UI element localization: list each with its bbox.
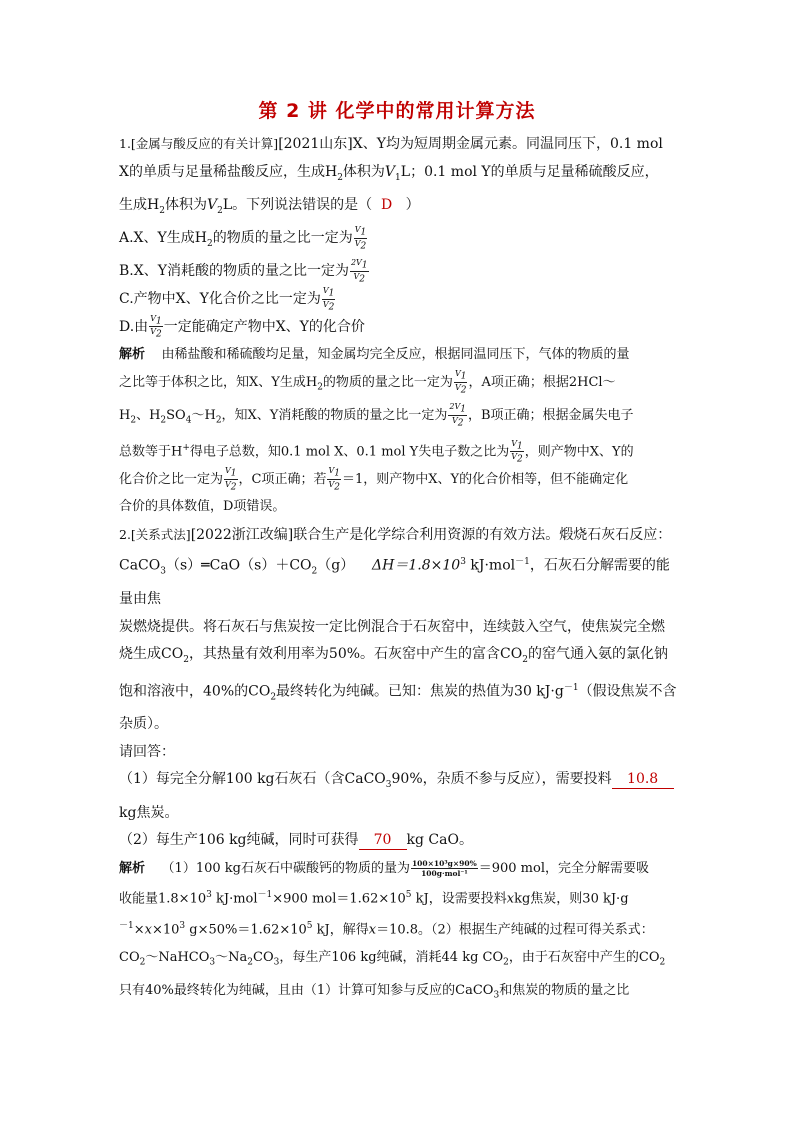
q2-sub-1-cont xyxy=(119,800,679,828)
v: V xyxy=(511,452,518,462)
sub: 2 xyxy=(139,957,146,968)
var-v: V xyxy=(206,196,218,213)
sub: 2 xyxy=(317,382,323,393)
fraction-v1-v2 xyxy=(354,225,368,251)
text: CO xyxy=(119,949,140,965)
sub: 2 xyxy=(503,957,509,968)
text: kJ，设需要投料 xyxy=(411,891,507,907)
text: 炭燃烧提供。将石灰石与焦炭按一定比例混合于石灰窑中，连续鼓入空气，使焦炭完全燃 xyxy=(119,618,665,635)
text: ＝1，则产物中X、Y的化合价相等，但不能确定化 xyxy=(342,471,629,487)
text: ，A项正确；根据2HCl～ xyxy=(468,374,616,390)
q2-sub-1 xyxy=(119,766,679,799)
fraction-v1-v2 xyxy=(149,314,163,340)
sub: 3 xyxy=(160,566,166,577)
text: 生成H xyxy=(119,196,160,213)
option-d xyxy=(119,314,679,342)
reaction-arrow: ═ xyxy=(201,557,210,574)
sub: 2 xyxy=(517,454,523,465)
q1-text: X、Y均为短周期金属元素。同温同压下，0.1 mol xyxy=(352,136,663,152)
sup: －1 xyxy=(119,921,134,932)
q1-tag: 1.[金属与酸反应的有关计算] xyxy=(119,136,279,151)
sub: 2 xyxy=(328,302,335,313)
explanation-label: 解析 xyxy=(119,860,146,876)
text: 联合生产是化学综合利用资源的有效方法。煅烧石灰石反应： xyxy=(293,526,672,543)
var-v: V xyxy=(384,163,396,180)
sub: 1 xyxy=(460,371,467,382)
text: 之比等于体积之比，知X、Y生成H xyxy=(119,374,318,390)
v: V xyxy=(454,369,461,379)
q2-line-6 xyxy=(119,711,679,739)
fraction-v1-v2 xyxy=(224,466,238,492)
text: ×10 xyxy=(151,922,180,938)
sub: 2 xyxy=(206,238,213,249)
sub: 2 xyxy=(159,205,165,216)
sup: －1 xyxy=(515,557,530,568)
text: （假设焦炭不含 xyxy=(578,683,677,700)
text: 饱和溶液中，40%的CO xyxy=(119,683,271,700)
text: 由稀盐酸和稀硫酸均足量，知金属均完全反应，根据同温同压下，气体的物质的量 xyxy=(161,347,630,363)
text: SO xyxy=(166,407,186,423)
q2-ask xyxy=(119,739,679,767)
text: kJ，解得 xyxy=(312,922,369,938)
text: ＝10.8。（2）根据生产纯碱的过程可得关系式： xyxy=(376,922,654,938)
text: A.X、Y生成H xyxy=(119,230,207,247)
fraction-denominator: 100g·mol⁻¹ xyxy=(421,868,468,878)
option-a xyxy=(119,225,679,258)
fraction-v1-v2 xyxy=(322,286,336,312)
sup: 3 xyxy=(179,921,186,932)
option-b xyxy=(119,258,679,286)
q1-explanation xyxy=(119,341,679,521)
q2-line-3 xyxy=(119,614,679,642)
sub: 1 xyxy=(328,288,335,299)
sub: 3 xyxy=(273,957,280,968)
v: V xyxy=(328,466,335,476)
text: ΔH＝1.8×10 xyxy=(372,557,461,574)
text: 、H xyxy=(136,407,161,423)
text: （s） xyxy=(165,557,202,574)
text: ，每生产106 kg纯碱，消耗44 kg CO xyxy=(279,949,504,965)
sub: 2 xyxy=(183,655,189,666)
sub: 2 xyxy=(359,274,366,285)
sub: 2 xyxy=(215,415,222,426)
fraction-v1-v2 xyxy=(454,369,468,395)
v: V xyxy=(322,299,329,309)
v: V xyxy=(511,438,518,448)
text: ，C项正确；若 xyxy=(238,471,327,487)
sup: 5 xyxy=(405,890,412,901)
v: V xyxy=(353,272,360,282)
answer-blank-1[interactable]: 10.8 xyxy=(612,770,674,789)
sub: 2 xyxy=(155,329,162,340)
sub: 1 xyxy=(155,316,162,327)
sub: 2 xyxy=(217,205,223,216)
sub: 2 xyxy=(160,415,167,426)
explanation-label: 解析 xyxy=(119,347,146,363)
sub: 1 xyxy=(361,261,368,272)
sub: 1 xyxy=(334,468,340,479)
sup: + xyxy=(182,442,190,453)
text: 最终转化为纯碱。已知：焦炭的热值为30 kJ·g xyxy=(276,683,564,700)
option-c xyxy=(119,286,679,314)
v: V xyxy=(225,466,231,476)
q2-line-4 xyxy=(119,641,679,674)
text: 一定能确定产物中X、Y的化合价 xyxy=(163,318,365,335)
text: 合价的具体数值，D项错误。 xyxy=(119,499,286,515)
text: ～H xyxy=(191,407,216,423)
fraction-numerator: 100×10³g×90% xyxy=(411,858,477,868)
sub: 1 xyxy=(517,441,523,452)
q1-line-1 xyxy=(119,130,679,159)
sub: 2 xyxy=(334,482,340,493)
fraction-v1-v2 xyxy=(327,466,341,492)
text: ，由于石灰窑中产生的CO xyxy=(508,949,660,965)
text: 90%，杂质不参与反应），需要投料 xyxy=(391,771,612,788)
sub: 2 xyxy=(230,482,237,493)
text: kJ·mol xyxy=(465,557,516,574)
sub: 1 xyxy=(395,172,401,183)
v: V xyxy=(225,479,231,489)
text: C.产物中X、Y化合价之比一定为 xyxy=(119,291,321,308)
sub: 1 xyxy=(230,468,237,479)
sup: 3 xyxy=(206,890,212,901)
text: ，则产物中X、Y的 xyxy=(524,444,634,460)
var-x: x xyxy=(144,922,152,938)
var-x: x xyxy=(506,891,515,907)
text: （g） xyxy=(317,557,355,574)
q2-tag: 2.[关系式法] xyxy=(119,526,191,542)
sub: 3 xyxy=(209,957,216,968)
text: 得电子总数，知0.1 mol X、0.1 mol Y失电子数之比为 xyxy=(189,444,510,460)
fraction-2v1-v2 xyxy=(448,402,467,428)
text: g×50%＝1.62×10 xyxy=(185,922,307,938)
sup: 3 xyxy=(460,557,466,568)
sub: 1 xyxy=(360,227,367,238)
text: 总数等于H xyxy=(119,444,183,460)
text: X的单质与足量稀盐酸反应，生成H xyxy=(119,163,338,180)
sub: 2 xyxy=(460,385,467,396)
text: B.X、Y消耗酸的物质的量之比一定为 xyxy=(119,263,349,280)
sub: 3 xyxy=(493,990,500,1001)
v: 2V xyxy=(449,402,461,412)
sup: －1 xyxy=(257,890,273,901)
text: （2）每生产106 kg纯碱，同时可获得 xyxy=(119,832,359,849)
text: 请回答： xyxy=(119,743,175,760)
q2-source: [2022浙江改编] xyxy=(190,526,294,543)
text: D.由 xyxy=(119,318,149,335)
sub: 2 xyxy=(311,566,318,577)
text: H xyxy=(119,407,131,423)
q2-line-2 xyxy=(119,549,679,613)
q2-sub-2 xyxy=(119,827,679,855)
text: ×900 mol＝1.62×10 xyxy=(272,891,406,907)
v: V xyxy=(150,327,156,337)
text: L；0.1 mol Y的单质与足量稀硫酸反应， xyxy=(400,163,659,180)
answer-blank-2[interactable]: 70 xyxy=(359,831,407,850)
text: 杂质）。 xyxy=(119,716,168,733)
text: ～Na xyxy=(215,949,248,965)
fraction-2v1-v2 xyxy=(350,258,369,284)
q1-source: [2021山东] xyxy=(278,136,353,152)
text: 只有40%最终转化为纯碱，且由（1）计算可知参与反应的CaCO xyxy=(119,983,494,999)
document-body xyxy=(119,130,679,1010)
sub: 4 xyxy=(185,415,192,426)
page-title: 第 2 讲 化学中的常用计算方法 xyxy=(258,100,536,122)
text: kg焦炭，则30 kJ·g xyxy=(514,891,629,907)
sup: －1 xyxy=(563,682,579,693)
text: 的窑气通入氨的氯化钠 xyxy=(527,646,668,663)
v: V xyxy=(328,479,335,489)
q2-explanation xyxy=(119,855,679,1010)
text: kJ·mol xyxy=(211,891,258,907)
text: CO xyxy=(253,949,274,965)
fraction-caco3-moles xyxy=(411,859,478,878)
sub: 2 xyxy=(270,691,277,702)
sub: 2 xyxy=(360,241,367,252)
text: ＝900 mol，完全分解需要吸 xyxy=(478,860,649,876)
text: 的物质的量之比一定为 xyxy=(322,374,453,390)
text: 化合价之比一定为 xyxy=(119,471,224,487)
text: ，其热量有效利用率为50%。石灰窑中产生的富含CO xyxy=(188,646,523,663)
fraction-v1-v2 xyxy=(510,439,524,465)
q2-line-1 xyxy=(119,521,679,550)
v: V xyxy=(354,225,361,235)
text: ，石灰石分解需要的能量由焦 xyxy=(119,557,670,608)
sub: 2 xyxy=(247,957,254,968)
text: 和焦炭的物质的量之比 xyxy=(499,983,630,999)
v: V xyxy=(451,415,458,425)
q2-line-5 xyxy=(119,675,679,712)
text: （1）每完全分解100 kg石灰石（含CaCO xyxy=(119,771,386,788)
v: 2V xyxy=(350,258,362,268)
text: 体积为 xyxy=(164,196,207,213)
text: L。下列说法错误的是（ xyxy=(222,196,373,213)
sub: 1 xyxy=(460,404,466,415)
text: kg焦炭。 xyxy=(119,804,179,821)
text: 烧生成CO xyxy=(119,646,184,663)
v: V xyxy=(150,313,156,323)
text: （1）100 kg石灰石中碳酸钙的物质的量为 xyxy=(161,860,410,876)
v: V xyxy=(454,382,461,392)
text: 的物质的量之比一定为 xyxy=(212,230,353,247)
text: ，B项正确；根据金属失电子 xyxy=(468,407,634,423)
q1-line-2 xyxy=(119,159,679,192)
sub: 3 xyxy=(385,780,392,791)
text: ，知X、Y消耗酸的物质的量之比一定为 xyxy=(221,407,448,423)
sup: 5 xyxy=(306,921,313,932)
v: V xyxy=(322,286,329,296)
text: ） xyxy=(405,196,420,213)
sub: 2 xyxy=(130,415,137,426)
q1-line-3 xyxy=(119,192,679,225)
text: × xyxy=(133,922,145,938)
text: ～NaHCO xyxy=(145,949,210,965)
sub: 2 xyxy=(337,172,343,183)
text: 体积为 xyxy=(342,163,385,180)
sub: 2 xyxy=(522,655,528,666)
text: 收能量1.8×10 xyxy=(119,891,207,907)
text: CaCO xyxy=(119,557,161,574)
v: V xyxy=(354,238,361,248)
text: kg CaO。 xyxy=(406,832,473,849)
sub: 2 xyxy=(659,957,666,968)
q1-answer: D xyxy=(381,196,393,213)
sub: 2 xyxy=(457,418,464,429)
text: CaO（s）＋CO xyxy=(209,557,312,574)
var-x: x xyxy=(368,922,377,938)
